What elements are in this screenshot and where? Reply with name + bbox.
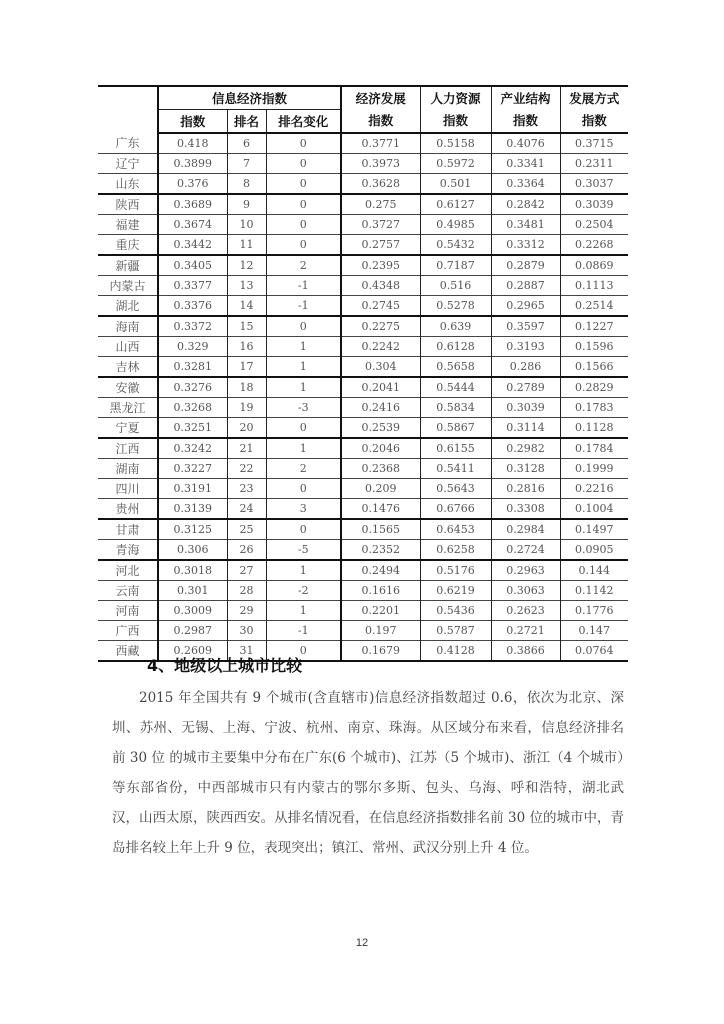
cell-index: 0.418 bbox=[158, 133, 227, 154]
cell-dev-mode: 0.1128 bbox=[560, 418, 628, 439]
cell-dev-mode: 0.147 bbox=[560, 621, 628, 641]
cell-rank: 15 bbox=[227, 316, 266, 337]
cell-human-resource: 0.5436 bbox=[420, 601, 491, 621]
cell-econ-dev: 0.2352 bbox=[341, 540, 420, 561]
cell-dev-mode: 0.0905 bbox=[560, 540, 628, 561]
cell-industry-structure: 0.4076 bbox=[491, 133, 560, 154]
table-row bbox=[98, 215, 628, 235]
cell-industry-structure: 0.2879 bbox=[491, 255, 560, 276]
cell-human-resource: 0.6766 bbox=[420, 499, 491, 520]
header-dev-mode-line2: 指数 bbox=[560, 110, 628, 134]
cell-rank-change: -2 bbox=[266, 581, 341, 601]
cell-dev-mode: 0.1596 bbox=[560, 337, 628, 357]
cell-index: 0.3268 bbox=[158, 398, 227, 418]
cell-dev-mode: 0.2311 bbox=[560, 154, 628, 174]
cell-prov: 宁夏 bbox=[98, 418, 158, 439]
table-row bbox=[98, 519, 628, 540]
cell-index: 0.3377 bbox=[158, 276, 227, 296]
cell-industry-structure: 0.3039 bbox=[491, 398, 560, 418]
cell-human-resource: 0.5643 bbox=[420, 479, 491, 499]
cell-rank: 27 bbox=[227, 560, 266, 581]
page-number: 12 bbox=[355, 937, 369, 949]
cell-index: 0.3674 bbox=[158, 215, 227, 235]
table-row bbox=[98, 438, 628, 459]
cell-econ-dev: 0.4348 bbox=[341, 276, 420, 296]
cell-rank-change: 1 bbox=[266, 560, 341, 581]
cell-industry-structure: 0.2965 bbox=[491, 296, 560, 317]
cell-rank: 30 bbox=[227, 621, 266, 641]
cell-industry-structure: 0.2984 bbox=[491, 519, 560, 540]
cell-rank-change: 0 bbox=[266, 133, 341, 154]
cell-dev-mode: 0.1999 bbox=[560, 459, 628, 479]
cell-rank-change: 0 bbox=[266, 194, 341, 215]
cell-rank: 19 bbox=[227, 398, 266, 418]
table-row bbox=[98, 621, 628, 641]
table-row bbox=[98, 601, 628, 621]
cell-prov: 西藏 bbox=[98, 641, 158, 662]
cell-index: 0.3009 bbox=[158, 601, 227, 621]
cell-human-resource: 0.6219 bbox=[420, 581, 491, 601]
paragraph-text: 2015 年全国共有 9 个城市(含直辖市)信息经济指数超过 0.6，依次为北京、深圳、苏州、无锡、上海、宁波、杭州、南京、珠海。从区域分布来看，信息经济排名前 30 位 的城市主要集中分布在广东(6 个城市)、江苏（5 个城市)、浙江（4 个城市）等东部省份，中西部城市只有内蒙古的鄂尔多斯、包头、乌海、呼和浩特，湖北武汉，山西太原，陕西西安。从排名情况看，在信息经济指数排名前 30 位的城市中，青岛排名较上年上升 9 位，表现突出；镇江、常州、武汉分别上升 4 位。 bbox=[112, 690, 624, 856]
cell-prov: 江西 bbox=[98, 438, 158, 459]
cell-rank-change: 1 bbox=[266, 601, 341, 621]
table-row bbox=[98, 479, 628, 499]
cell-index: 0.301 bbox=[158, 581, 227, 601]
cell-rank-change: 0 bbox=[266, 316, 341, 337]
cell-rank-change: 3 bbox=[266, 499, 341, 520]
cell-econ-dev: 0.1616 bbox=[341, 581, 420, 601]
cell-industry-structure: 0.3312 bbox=[491, 235, 560, 256]
cell-industry-structure: 0.2842 bbox=[491, 194, 560, 215]
table-row bbox=[98, 459, 628, 479]
cell-econ-dev: 0.2242 bbox=[341, 337, 420, 357]
table-row bbox=[98, 540, 628, 561]
cell-rank: 13 bbox=[227, 276, 266, 296]
header-rank: 排名 bbox=[227, 110, 266, 134]
cell-dev-mode: 0.1784 bbox=[560, 438, 628, 459]
table-row bbox=[98, 296, 628, 317]
cell-dev-mode: 0.1783 bbox=[560, 398, 628, 418]
cell-rank-change: 2 bbox=[266, 255, 341, 276]
cell-rank-change: -5 bbox=[266, 540, 341, 561]
cell-industry-structure: 0.2789 bbox=[491, 377, 560, 398]
cell-rank: 8 bbox=[227, 174, 266, 195]
cell-index: 0.3251 bbox=[158, 418, 227, 439]
cell-prov: 福建 bbox=[98, 215, 158, 235]
cell-industry-structure: 0.3114 bbox=[491, 418, 560, 439]
cell-rank-change: 0 bbox=[266, 235, 341, 256]
table-row bbox=[98, 581, 628, 601]
cell-rank-change: 0 bbox=[266, 215, 341, 235]
cell-rank: 9 bbox=[227, 194, 266, 215]
cell-rank: 29 bbox=[227, 601, 266, 621]
cell-econ-dev: 0.2745 bbox=[341, 296, 420, 317]
cell-prov: 黑龙江 bbox=[98, 398, 158, 418]
cell-human-resource: 0.6127 bbox=[420, 194, 491, 215]
cell-index: 0.3372 bbox=[158, 316, 227, 337]
cell-econ-dev: 0.275 bbox=[341, 194, 420, 215]
cell-industry-structure: 0.3481 bbox=[491, 215, 560, 235]
cell-econ-dev: 0.2046 bbox=[341, 438, 420, 459]
body-paragraph bbox=[112, 683, 624, 863]
cell-rank: 24 bbox=[227, 499, 266, 520]
cell-prov: 湖南 bbox=[98, 459, 158, 479]
cell-rank-change: 0 bbox=[266, 154, 341, 174]
cell-rank-change: -3 bbox=[266, 398, 341, 418]
cell-human-resource: 0.5787 bbox=[420, 621, 491, 641]
cell-human-resource: 0.5444 bbox=[420, 377, 491, 398]
cell-index: 0.3376 bbox=[158, 296, 227, 317]
cell-prov: 海南 bbox=[98, 316, 158, 337]
cell-prov: 甘肃 bbox=[98, 519, 158, 540]
table-row bbox=[98, 276, 628, 296]
cell-dev-mode: 0.1004 bbox=[560, 499, 628, 520]
cell-dev-mode: 0.2504 bbox=[560, 215, 628, 235]
cell-human-resource: 0.516 bbox=[420, 276, 491, 296]
cell-dev-mode: 0.3039 bbox=[560, 194, 628, 215]
cell-industry-structure: 0.3597 bbox=[491, 316, 560, 337]
cell-rank-change: 0 bbox=[266, 174, 341, 195]
cell-index: 0.3899 bbox=[158, 154, 227, 174]
cell-industry-structure: 0.2887 bbox=[491, 276, 560, 296]
cell-index: 0.329 bbox=[158, 337, 227, 357]
cell-human-resource: 0.5432 bbox=[420, 235, 491, 256]
cell-rank-change: 1 bbox=[266, 377, 341, 398]
table-row bbox=[98, 499, 628, 520]
table-row bbox=[98, 255, 628, 276]
cell-rank: 26 bbox=[227, 540, 266, 561]
cell-rank: 17 bbox=[227, 357, 266, 378]
cell-econ-dev: 0.3727 bbox=[341, 215, 420, 235]
cell-rank: 31 bbox=[227, 641, 266, 662]
cell-econ-dev: 0.209 bbox=[341, 479, 420, 499]
cell-industry-structure: 0.2724 bbox=[491, 540, 560, 561]
cell-industry-structure: 0.3866 bbox=[491, 641, 560, 662]
cell-human-resource: 0.6258 bbox=[420, 540, 491, 561]
table-row bbox=[98, 560, 628, 581]
cell-index: 0.3276 bbox=[158, 377, 227, 398]
cell-prov: 四川 bbox=[98, 479, 158, 499]
header-province bbox=[98, 86, 158, 133]
cell-rank: 6 bbox=[227, 133, 266, 154]
cell-index: 0.3405 bbox=[158, 255, 227, 276]
cell-industry-structure: 0.2623 bbox=[491, 601, 560, 621]
cell-rank-change: 0 bbox=[266, 519, 341, 540]
table-row bbox=[98, 235, 628, 256]
table-row bbox=[98, 174, 628, 195]
cell-human-resource: 0.501 bbox=[420, 174, 491, 195]
cell-dev-mode: 0.144 bbox=[560, 560, 628, 581]
cell-prov: 湖北 bbox=[98, 296, 158, 317]
cell-econ-dev: 0.1565 bbox=[341, 519, 420, 540]
cell-rank-change: 2 bbox=[266, 459, 341, 479]
cell-econ-dev: 0.3628 bbox=[341, 174, 420, 195]
cell-econ-dev: 0.2201 bbox=[341, 601, 420, 621]
cell-rank: 11 bbox=[227, 235, 266, 256]
table-row bbox=[98, 357, 628, 378]
cell-index: 0.3227 bbox=[158, 459, 227, 479]
cell-dev-mode: 0.3715 bbox=[560, 133, 628, 154]
cell-rank: 7 bbox=[227, 154, 266, 174]
cell-rank-change: 1 bbox=[266, 438, 341, 459]
cell-dev-mode: 0.1776 bbox=[560, 601, 628, 621]
cell-human-resource: 0.5278 bbox=[420, 296, 491, 317]
cell-human-resource: 0.5867 bbox=[420, 418, 491, 439]
cell-econ-dev: 0.2539 bbox=[341, 418, 420, 439]
cell-prov: 辽宁 bbox=[98, 154, 158, 174]
cell-index: 0.3689 bbox=[158, 194, 227, 215]
header-info-economy-group: 信息经济指数 bbox=[158, 86, 341, 110]
cell-industry-structure: 0.3308 bbox=[491, 499, 560, 520]
cell-human-resource: 0.5411 bbox=[420, 459, 491, 479]
cell-industry-structure: 0.3193 bbox=[491, 337, 560, 357]
cell-econ-dev: 0.1476 bbox=[341, 499, 420, 520]
cell-rank-change: 1 bbox=[266, 337, 341, 357]
cell-human-resource: 0.7187 bbox=[420, 255, 491, 276]
cell-prov: 重庆 bbox=[98, 235, 158, 256]
cell-index: 0.3191 bbox=[158, 479, 227, 499]
cell-index: 0.306 bbox=[158, 540, 227, 561]
cell-industry-structure: 0.2982 bbox=[491, 438, 560, 459]
cell-index: 0.3125 bbox=[158, 519, 227, 540]
cell-rank-change: 0 bbox=[266, 641, 341, 662]
header-econ-dev-line2: 指数 bbox=[341, 110, 420, 134]
cell-human-resource: 0.4128 bbox=[420, 641, 491, 662]
table-row bbox=[98, 377, 628, 398]
cell-dev-mode: 0.1142 bbox=[560, 581, 628, 601]
cell-prov: 青海 bbox=[98, 540, 158, 561]
cell-human-resource: 0.5176 bbox=[420, 560, 491, 581]
cell-rank: 20 bbox=[227, 418, 266, 439]
cell-rank-change: -1 bbox=[266, 276, 341, 296]
province-info-economy-table bbox=[98, 85, 628, 662]
table-row bbox=[98, 418, 628, 439]
cell-industry-structure: 0.3364 bbox=[491, 174, 560, 195]
cell-industry-structure: 0.286 bbox=[491, 357, 560, 378]
cell-human-resource: 0.4985 bbox=[420, 215, 491, 235]
cell-rank-change: -1 bbox=[266, 621, 341, 641]
cell-dev-mode: 0.2829 bbox=[560, 377, 628, 398]
cell-index: 0.3139 bbox=[158, 499, 227, 520]
cell-industry-structure: 0.2963 bbox=[491, 560, 560, 581]
cell-econ-dev: 0.197 bbox=[341, 621, 420, 641]
cell-rank: 28 bbox=[227, 581, 266, 601]
header-hr-line2: 指数 bbox=[420, 110, 491, 134]
cell-industry-structure: 0.3128 bbox=[491, 459, 560, 479]
cell-dev-mode: 0.0764 bbox=[560, 641, 628, 662]
header-econ-dev-line1: 经济发展 bbox=[341, 86, 420, 110]
table-row bbox=[98, 133, 628, 154]
table-row bbox=[98, 154, 628, 174]
cell-index: 0.2987 bbox=[158, 621, 227, 641]
table-row bbox=[98, 194, 628, 215]
header-industry-line1: 产业结构 bbox=[491, 86, 560, 110]
cell-human-resource: 0.5658 bbox=[420, 357, 491, 378]
cell-industry-structure: 0.3341 bbox=[491, 154, 560, 174]
cell-econ-dev: 0.2494 bbox=[341, 560, 420, 581]
cell-prov: 陕西 bbox=[98, 194, 158, 215]
cell-econ-dev: 0.3973 bbox=[341, 154, 420, 174]
cell-econ-dev: 0.2757 bbox=[341, 235, 420, 256]
cell-dev-mode: 0.1113 bbox=[560, 276, 628, 296]
cell-rank: 22 bbox=[227, 459, 266, 479]
cell-industry-structure: 0.3063 bbox=[491, 581, 560, 601]
cell-dev-mode: 0.0869 bbox=[560, 255, 628, 276]
cell-rank: 14 bbox=[227, 296, 266, 317]
cell-dev-mode: 0.2268 bbox=[560, 235, 628, 256]
cell-index: 0.3242 bbox=[158, 438, 227, 459]
cell-index: 0.3281 bbox=[158, 357, 227, 378]
table-row bbox=[98, 337, 628, 357]
cell-human-resource: 0.6453 bbox=[420, 519, 491, 540]
header-dev-mode-line1: 发展方式 bbox=[560, 86, 628, 110]
cell-rank-change: 0 bbox=[266, 418, 341, 439]
cell-prov: 吉林 bbox=[98, 357, 158, 378]
cell-prov: 内蒙古 bbox=[98, 276, 158, 296]
cell-rank-change: 1 bbox=[266, 357, 341, 378]
cell-rank: 25 bbox=[227, 519, 266, 540]
cell-prov: 贵州 bbox=[98, 499, 158, 520]
cell-prov: 新疆 bbox=[98, 255, 158, 276]
cell-econ-dev: 0.2041 bbox=[341, 377, 420, 398]
cell-index: 0.2609 bbox=[158, 641, 227, 662]
cell-industry-structure: 0.2816 bbox=[491, 479, 560, 499]
cell-index: 0.376 bbox=[158, 174, 227, 195]
cell-prov: 河北 bbox=[98, 560, 158, 581]
cell-human-resource: 0.639 bbox=[420, 316, 491, 337]
cell-prov: 广东 bbox=[115, 136, 140, 150]
cell-econ-dev: 0.1679 bbox=[341, 641, 420, 662]
cell-econ-dev: 0.3771 bbox=[341, 133, 420, 154]
table-row bbox=[98, 398, 628, 418]
cell-dev-mode: 0.1497 bbox=[560, 519, 628, 540]
cell-econ-dev: 0.2275 bbox=[341, 316, 420, 337]
cell-econ-dev: 0.304 bbox=[341, 357, 420, 378]
cell-dev-mode: 0.1566 bbox=[560, 357, 628, 378]
section-title: 4、地级以上城市比较 bbox=[147, 656, 303, 675]
header-rank-change: 排名变化 bbox=[266, 110, 341, 134]
cell-dev-mode: 0.2514 bbox=[560, 296, 628, 317]
cell-prov: 山东 bbox=[98, 174, 158, 195]
cell-human-resource: 0.5972 bbox=[420, 154, 491, 174]
cell-rank-change: -1 bbox=[266, 296, 341, 317]
cell-dev-mode: 0.1227 bbox=[560, 316, 628, 337]
cell-econ-dev: 0.2416 bbox=[341, 398, 420, 418]
cell-prov: 安徽 bbox=[98, 377, 158, 398]
cell-index: 0.3018 bbox=[158, 560, 227, 581]
cell-human-resource: 0.6155 bbox=[420, 438, 491, 459]
cell-rank: 21 bbox=[227, 438, 266, 459]
cell-rank: 18 bbox=[227, 377, 266, 398]
header-industry-line2: 指数 bbox=[491, 110, 560, 134]
cell-prov: 云南 bbox=[98, 581, 158, 601]
cell-rank: 23 bbox=[227, 479, 266, 499]
cell-prov: 广西 bbox=[98, 621, 158, 641]
cell-index: 0.3442 bbox=[158, 235, 227, 256]
header-index: 指数 bbox=[158, 110, 227, 134]
header-hr-line1: 人力资源 bbox=[420, 86, 491, 110]
cell-rank-change: 0 bbox=[266, 479, 341, 499]
cell-human-resource: 0.5158 bbox=[420, 133, 491, 154]
cell-econ-dev: 0.2395 bbox=[341, 255, 420, 276]
cell-dev-mode: 0.2216 bbox=[560, 479, 628, 499]
cell-prov: 山西 bbox=[98, 337, 158, 357]
cell-prov: 河南 bbox=[98, 601, 158, 621]
cell-rank: 10 bbox=[227, 215, 266, 235]
cell-human-resource: 0.6128 bbox=[420, 337, 491, 357]
cell-industry-structure: 0.2721 bbox=[491, 621, 560, 641]
cell-rank: 16 bbox=[227, 337, 266, 357]
cell-rank: 12 bbox=[227, 255, 266, 276]
cell-human-resource: 0.5834 bbox=[420, 398, 491, 418]
cell-dev-mode: 0.3037 bbox=[560, 174, 628, 195]
table-row bbox=[98, 316, 628, 337]
cell-econ-dev: 0.2368 bbox=[341, 459, 420, 479]
